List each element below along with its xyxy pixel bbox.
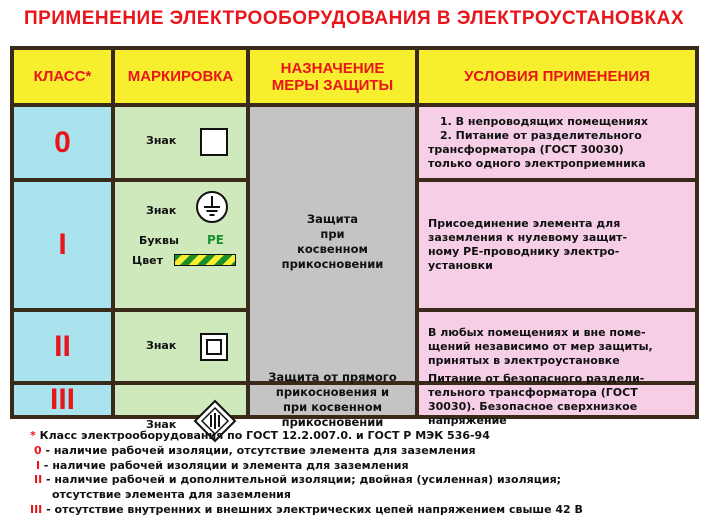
sign-label: Знак [146, 418, 177, 431]
conditions-1-cell [419, 182, 695, 308]
conditions-1-line-3: ному РЕ-проводнику электро- [428, 245, 620, 258]
conditions-3-line-1: Питание от безопасного раздели- [428, 372, 645, 385]
class-1-cell: I [14, 182, 111, 308]
footnote-item [30, 503, 700, 518]
marking-2-cell [115, 312, 246, 381]
footnote-mark: 0 [34, 443, 42, 457]
conditions-2-line-1: В любых помещениях и вне поме- [428, 325, 646, 339]
ground-symbol-icon [195, 190, 229, 224]
page-title: ПРИМЕНЕНИЕ ЭЛЕКТРООБОРУДОВАНИЯ В ЭЛЕКТРОУСТАНОВКАХ [23, 8, 685, 29]
header-protection-line1: НАЗНАЧЕНИЕ [280, 59, 385, 77]
conditions-2-cell [419, 312, 695, 381]
letters-label: Буквы [139, 234, 179, 247]
footnote-item [30, 444, 700, 459]
protection-direct-line-2: прикосновения и [275, 385, 390, 399]
sign-label: Знак [146, 339, 177, 352]
marking-1-cell [115, 182, 246, 308]
footnote-text: - отсутствие внутренних и внешних электрических цепей напряжением свыше 42 В [42, 502, 583, 516]
protection-direct-line-4: прикосновении [281, 415, 384, 429]
class-3-cell: III [14, 385, 111, 415]
protection-direct-line-1: Защита от прямого [268, 370, 397, 384]
class-2-cell: II [14, 312, 111, 381]
conditions-2-line-2: щений независимо от мер защиты, [428, 339, 653, 353]
header-marking: МАРКИРОВКА [115, 50, 246, 103]
footnote-asterisk: * [30, 429, 36, 442]
classification-table [10, 46, 699, 431]
yellow-green-stripe-icon [174, 254, 236, 266]
header-protection-line2: МЕРЫ ЗАЩИТЫ [271, 76, 394, 94]
conditions-3-text [428, 372, 644, 428]
conditions-2-text [428, 326, 653, 368]
conditions-0-text [428, 115, 648, 171]
header-protection [250, 50, 415, 103]
footnote-item [30, 473, 700, 488]
conditions-0-line-4: только одного электроприемника [428, 156, 646, 170]
protection-direct-cell [250, 370, 415, 429]
conditions-1-line-2: заземления к нулевому защит- [428, 231, 628, 244]
pe-letters: PE [207, 233, 224, 247]
protection-indirect-line-2: при [320, 227, 345, 241]
color-label: Цвет [132, 254, 164, 267]
protection-direct-line-3: при косвенном [282, 400, 383, 414]
footnotes [30, 429, 700, 518]
protection-indirect-line-1: Защита [306, 212, 359, 226]
conditions-3-line-2: тельного трансформатора (ГОСТ [428, 386, 638, 399]
conditions-1-text [428, 217, 627, 273]
footnote-text: отсутствие элемента для заземления [52, 488, 291, 502]
conditions-0-line-1: 1. В непроводящих помещениях [440, 114, 648, 128]
conditions-0-line-3: трансформатора (ГОСТ 30030) [428, 142, 624, 156]
conditions-3-line-3: 30030). Безопасное сверхнизкое [428, 400, 638, 413]
marking-0-cell [115, 107, 246, 178]
footnote-item [30, 459, 700, 474]
sign-label: Знак [146, 204, 177, 217]
conditions-3-line-4: напряжение [428, 414, 507, 427]
class-0-cell: 0 [14, 107, 111, 178]
double-square-icon [199, 332, 229, 362]
conditions-1-line-1: Присоединение элемента для [428, 217, 621, 230]
footnote-mark: III [30, 502, 43, 516]
sign-label: Знак [146, 134, 177, 147]
conditions-3-cell [419, 372, 695, 427]
footnote-text: - наличие рабочей и дополнительной изоляции; двойная (усиленная) изоляция; [42, 473, 562, 487]
footnote-item-continued [30, 488, 700, 503]
footnote-mark: II [34, 473, 43, 487]
footnote-heading [30, 429, 700, 444]
conditions-1-line-4: установки [428, 259, 493, 272]
protection-indirect-line-4: прикосновении [281, 257, 384, 271]
footnote-mark: I [36, 458, 41, 472]
conditions-2-line-3: принятых в электроустановке [428, 353, 620, 367]
empty-square-icon [199, 127, 229, 157]
protection-indirect-cell [250, 107, 415, 381]
footnote-text: - наличие рабочей изоляции и элемента для заземления [40, 458, 409, 472]
marking-3-cell [115, 385, 246, 431]
conditions-0-cell [419, 107, 695, 178]
footnote-heading-text: Класс электрооборудования по ГОСТ 12.2.007.0. и ГОСТ Р МЭК 536-94 [39, 429, 490, 442]
conditions-0-line-2: 2. Питание от разделительного [440, 128, 642, 142]
header-conditions: УСЛОВИЯ ПРИМЕНЕНИЯ [419, 50, 695, 103]
header-class: КЛАСС* [14, 50, 111, 103]
footnote-text: - наличие рабочей изоляции, отсутствие элемента для заземления [41, 443, 476, 457]
protection-indirect-line-3: косвенном [297, 242, 368, 256]
